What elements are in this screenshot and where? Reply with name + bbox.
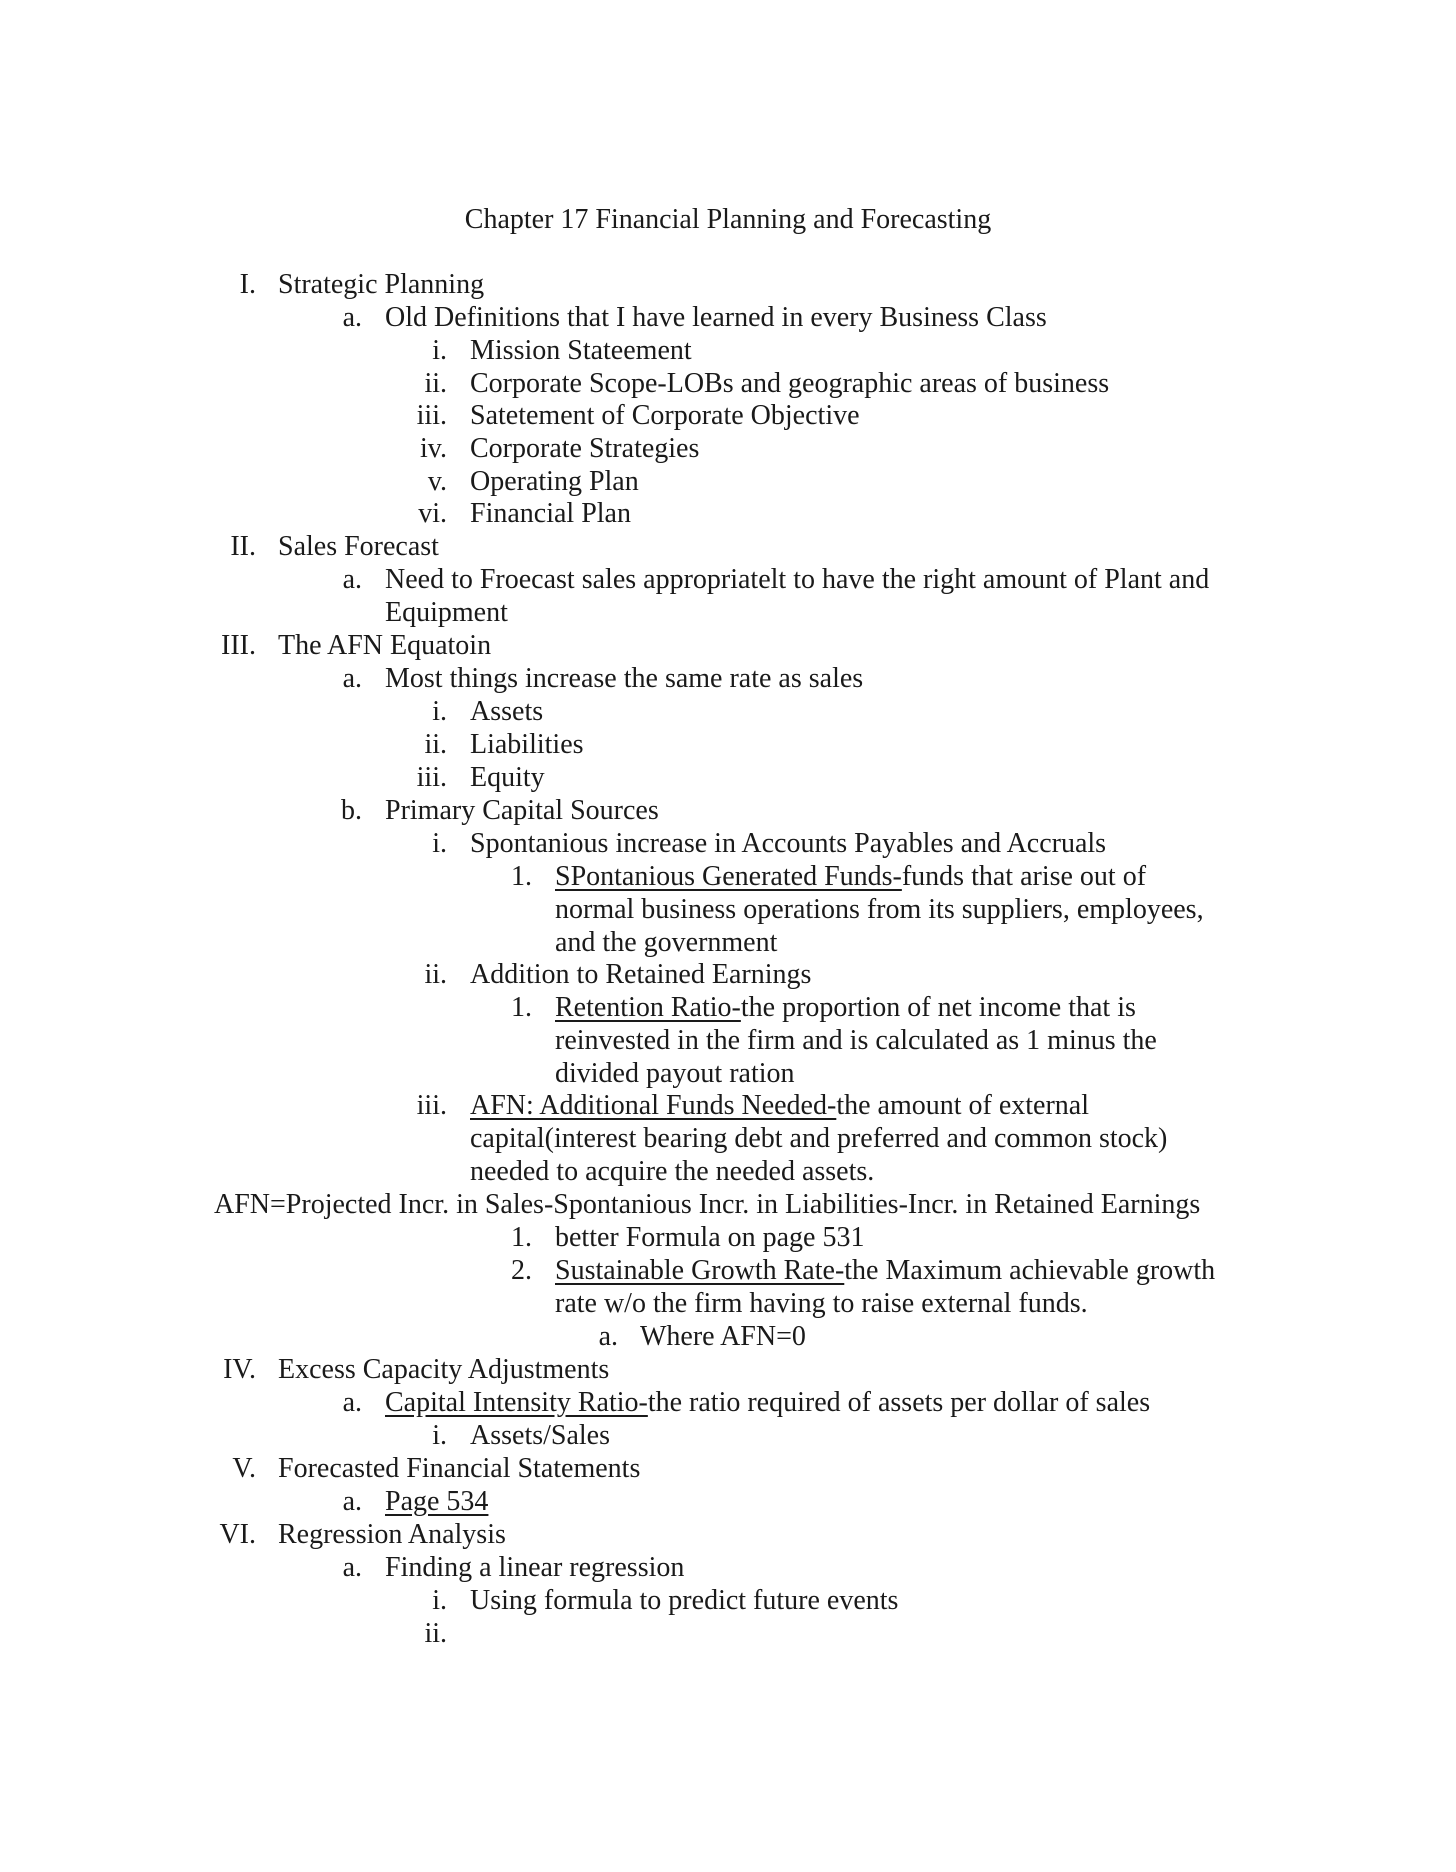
- outline-text: Addition to Retained Earnings: [470, 959, 812, 990]
- outline-text: the Maximum achievable growth: [844, 1255, 1216, 1286]
- outline-marker: a.: [342, 302, 362, 333]
- defined-term: Capital Intensity Ratio-: [385, 1387, 648, 1418]
- outline-text: Need to Froecast sales appropriatelt to have the right amount of Plant and: [385, 564, 1210, 595]
- document-title: Chapter 17 Financial Planning and Forecasting: [464, 204, 992, 235]
- outline-marker: II.: [230, 531, 256, 562]
- outline-marker: iv.: [420, 433, 447, 464]
- outline-marker: 1.: [511, 861, 532, 892]
- outline-marker: ii.: [424, 959, 447, 990]
- outline-marker: vi.: [418, 498, 447, 529]
- outline-marker: I.: [239, 269, 256, 300]
- outline-text: normal business operations from its suppliers, employees,: [555, 894, 1204, 925]
- outline-text: Operating Plan: [470, 466, 639, 497]
- outline-marker: 1.: [511, 1222, 532, 1253]
- outline-marker: ii.: [424, 1618, 447, 1649]
- outline-marker: a.: [342, 1552, 362, 1583]
- outline-text: Regression Analysis: [278, 1519, 506, 1550]
- outline-marker: 2.: [511, 1255, 532, 1286]
- outline-marker: a.: [342, 663, 362, 694]
- outline-text: funds that arise out of: [901, 861, 1147, 892]
- outline-text: needed to acquire the needed assets.: [470, 1156, 875, 1187]
- outline-text: Equipment: [385, 597, 508, 628]
- outline-marker: iii.: [416, 762, 447, 793]
- outline-text: Equity: [470, 762, 545, 793]
- outline-marker: ii.: [424, 368, 447, 399]
- outline-text: Most things increase the same rate as sales: [385, 663, 864, 694]
- outline-text: Old Definitions that I have learned in every Business Class: [385, 302, 1047, 333]
- outline-text: rate w/o the firm having to raise external funds.: [555, 1288, 1088, 1319]
- outline-marker: 1.: [511, 992, 532, 1023]
- outline-text: Primary Capital Sources: [385, 795, 659, 826]
- outline-text: Forecasted Financial Statements: [278, 1453, 641, 1484]
- outline-text: Assets: [470, 696, 544, 727]
- outline-text: reinvested in the firm and is calculated as 1 minus the: [555, 1025, 1157, 1056]
- outline-text: capital(interest bearing debt and preferred and common stock): [470, 1123, 1168, 1154]
- outline-marker: III.: [221, 630, 256, 661]
- outline-text: The AFN Equatoin: [278, 630, 492, 661]
- outline-marker: a.: [342, 1486, 362, 1517]
- outline-text: Sales Forecast: [278, 531, 439, 562]
- outline-marker: iii.: [416, 1090, 447, 1121]
- defined-term: SPontanious Generated Funds-: [555, 861, 902, 892]
- outline-text: and the government: [555, 927, 778, 958]
- outline-marker: i.: [432, 828, 447, 859]
- outline-marker: i.: [432, 335, 447, 366]
- outline-text: Corporate Scope-LOBs and geographic areas of business: [470, 368, 1110, 399]
- outline-marker: i.: [432, 696, 447, 727]
- outline-text: Satetement of Corporate Objective: [470, 400, 860, 431]
- outline-marker: i.: [432, 1585, 447, 1616]
- outline-marker: iii.: [416, 400, 447, 431]
- outline-text: Strategic Planning: [278, 269, 485, 300]
- defined-term: Retention Ratio-: [555, 992, 741, 1023]
- outline-marker: b.: [341, 795, 362, 826]
- page-reference: Page 534: [385, 1486, 489, 1517]
- outline-text: Assets/Sales: [470, 1420, 610, 1451]
- defined-term: Sustainable Growth Rate-: [555, 1255, 845, 1286]
- outline-text: Where AFN=0: [640, 1321, 806, 1352]
- outline-text: Finding a linear regression: [385, 1552, 685, 1583]
- outline-marker: a.: [342, 1387, 362, 1418]
- outline-text: Liabilities: [470, 729, 584, 760]
- outline-text: Using formula to predict future events: [470, 1585, 899, 1616]
- outline-text: Financial Plan: [470, 498, 631, 529]
- outline-marker: a.: [342, 564, 362, 595]
- outline-text: the ratio required of assets per dollar of sales: [647, 1387, 1151, 1418]
- outline-text: Excess Capacity Adjustments: [278, 1354, 610, 1385]
- outline-text: Mission Stateement: [470, 335, 692, 366]
- outline-marker: V.: [232, 1453, 256, 1484]
- defined-term: AFN: Additional Funds Needed-: [470, 1090, 837, 1121]
- outline-marker: VI.: [219, 1519, 256, 1550]
- outline-text: divided payout ration: [555, 1058, 795, 1089]
- outline-marker: i.: [432, 1420, 447, 1451]
- outline-marker: ii.: [424, 729, 447, 760]
- outline-marker: a.: [598, 1321, 618, 1352]
- outline-text: the amount of external: [836, 1090, 1089, 1121]
- afn-formula: AFN=Projected Incr. in Sales-Spontanious Incr. in Liabilities-Incr. in Retained Earnings: [214, 1189, 1201, 1220]
- outline-text: the proportion of net income that is: [740, 992, 1136, 1023]
- outline-text: Corporate Strategies: [470, 433, 700, 464]
- outline-text: better Formula on page 531: [555, 1222, 865, 1253]
- outline-marker: v.: [427, 466, 447, 497]
- outline-text: Spontanious increase in Accounts Payables and Accruals: [470, 828, 1107, 859]
- outline-marker: IV.: [223, 1354, 256, 1385]
